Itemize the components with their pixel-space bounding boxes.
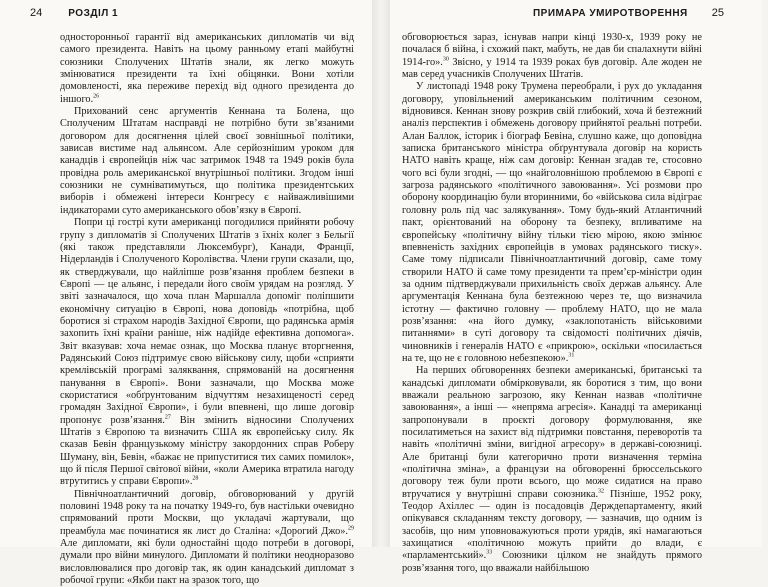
footnote-ref: 29: [348, 525, 354, 532]
footnote-ref: 31: [568, 352, 575, 359]
paragraph-text: Попри ці гострі кути американці погодилися прийняти робочу групу з дипломатів зі Сполучених Штатів з їхніх колег з Бельгії (які також представляли Люксембург), Канади, Франції, Нідерландів і Сполученого Королівства. Члени групи сказали, що, як стверджували, що найліпше розв’язання проблем безпеки в Європі — це альянс, і передали його своїм урядам на розгляд. У звіті зазначалося, що хоча план Маршалла допоміг поліпшити економічну ситуацію в Європі, нова доповідь «потрібна, щоб боротися зі страхом народів Західної Європи, що радянська армія захопить їхні країни раніше, ніж надійде ефективна допомога». Звіт вказував: хоча немає ознак, що Москва планує вторгнення, Радянський Союз підтримує свою військову силу, щоби «сприяти кремлівській програмі заляквання, спрямованій на досягнення панування в Європі». Вони зазначали, що Москва може скористатися «обґрунтованим відчуттям незахищеності серед громадян Західної Європи», і були впевнені, що лише договір пропонує розв’язання.: [60, 217, 354, 426]
paragraph: [402, 365, 702, 575]
page-number: 24: [30, 7, 43, 19]
paragraph: [60, 217, 354, 489]
footnote-ref: 27: [164, 414, 171, 421]
footnote-ref: 33: [486, 550, 493, 557]
paragraph-text: Звісно, у 1914 та 1939 роках був договір. Але жоден не мав серед учасників Сполучених Штатів.: [402, 56, 702, 81]
footnote-ref: 30: [442, 56, 449, 63]
paragraph: [402, 81, 702, 365]
paragraph: [60, 106, 354, 217]
running-head: ПРИМАРА УМИРОТВОРЕННЯ: [532, 7, 688, 19]
footnote-ref: 26: [93, 93, 100, 100]
right-page: [390, 0, 762, 574]
left-page: [0, 0, 372, 587]
paragraph-text: Але дипломати, які були одностайні щодо потреби в договорі, думали про війни минулого. Дипломати й політики неодноразово висловлювалися про договір так, як один канадський дипломат з робочої групи: «Якби пакт на зразок того, що: [60, 538, 354, 587]
paragraph-text: Союзники цілком не знайдуть прямого розв’язання того, що вважали найбільшою: [402, 550, 702, 574]
page-number: 25: [711, 7, 724, 19]
paragraph-text: На перших обговореннях безпеки американські, британські та канадські дипломати обмірковували, як боротися з тим, що вони вважали реальною загрозою, яку Кеннан назвав «політичне завоювання», а інші — «непряма агресія». Канадці та американці запропонували в проєкті договору формулювання, яке посилатиметься на захист від підтримки повстання, переворотів та навіть «політичні зміни, вигідної агресору» в державі-союзниці. Але британці були категорично проти визначення терміна «політична зміна», а французи на обговоренні брюссельського договору теж були проти всього, що може сидатися на право втручатися у внутрішні справи союзника.: [402, 365, 702, 500]
right-page-header: [402, 6, 724, 20]
paragraph-text: У листопаді 1948 року Трумена переобрали, і рух до укладання договору, уповільнений американським політичним сезоном, відновився. Кеннан знову розкрив свій глибокий, хоча й безтежний аналіз перспектив і обмежень договору прийнятої реальні потреби. Алан Баллок, історик і біограф Бевіна, слушно каже, що доповідна записка британського міністра обґрунтувала договір на користь НАТО навіть краще, ніж сам договір: Кеннан згадав те, стосовно чого всі були згодні, — що «найголовнішою проблемою в Європі є загроза радянського «політичного завоювання». Усі розмови про оборону координацію були вторинними, бо «військова сила відіграє головну роль під час залякування». Тому будь-який Атлантичний пакт, орієнтований на оборону та безпеку, впливатиме на європейську «політичну війну тільки тією мірою, якою змінює впевненість західних європейців в умовах радянського тиску». Саме тому підписали Північноатлантичний договір, саме тому створили НАТО й саме тому президенти та прем’єр-міністри один за одним підтверджували прихильність своїх держав альянсу. Але аргументація Кеннана була безтежною через те, що визначила істотну — фактично головну — проблему НАТО, що не мала розв’язання: «на його думку, «заклопотаність військовими питаннями» в суті договору та свідомості політичних діячів, чиновників і генералів НАТО є «прикрою», оскільки «посилається на те, що не є головною небезпекою».: [402, 81, 702, 364]
paragraph-text: Він змінить відносини Сполучених Штатів з Європою та визначить США як європейську силу. Як сказав Бевін французькому міністру закордонних справ Роберу Шуману, він, Бевін, «бажає не припуститися тих самих помилок», що й після Першої світової війни, «коли Америка втратила нагоду втрутитись у справи Європи».: [60, 414, 354, 488]
paragraph-text: односторонньої гарантії від американських дипломатів чи від самого президента. Навіть на цьому ранньому етапі майбутні союзники Сполучених Штатів знали, як легко можуть змінюватися президенти та їхні обіцянки. Вони хотіли домовленості, яка переживе перехід від одного президента до іншого.: [60, 32, 354, 105]
paragraph-text: Пізніше, 1952 року, Теодор Ахіллес — один із посадовців Держдепартаменту, який опікувався складанням тексту договору, — зазначив, що одним із засобів, що ним уповноважуються проти урядів, які намагаються захищатися «політичною можуть прийти до влади, є «парламентський».: [402, 488, 702, 562]
footnote-ref: 32: [598, 488, 605, 495]
left-page-header: [30, 6, 356, 20]
paragraph: [402, 32, 702, 81]
book-gutter: [372, 0, 390, 547]
left-page-body: [60, 32, 354, 587]
running-head: РОЗДІЛ 1: [68, 7, 119, 19]
right-page-body: [402, 32, 702, 575]
paragraph: [60, 32, 354, 106]
paragraph: [60, 489, 354, 587]
paragraph-text: обговорюється зараз, існував напри кінці 1930-х, 1939 року не почалася б війна, і схожий пакт, мабуть, не дав би спалахнути війні 1914-го».: [402, 32, 702, 68]
paragraph-text: Північноатлантичний договір, обговорюваний у другій половині 1948 року та на початку 1949-го, був настільки очевидно спрямований проти Москви, що укладачі жартували, що преамбула має починатися як лист до Сталіна: «Дорогий Джо».: [60, 488, 354, 537]
paragraph-text: Прихований сенс аргументів Кеннана та Болена, що Сполученим Штатам насправді не потрібно бути зв’язаними договором для досягнення цілей своєї зовнішньої політики, зависав вистиме над альянсом. Але серйознішим уроком для канадців і європейців ніж час затримок 1948 та 1949 років була провідна роль американської внутрішньої політики. Згодом інші союзники не сумніватимуться, що політика президентських виборів і обмежені інтереси Конгресу є найважливішими індикаторами суто американського обов’язку в Європі.: [60, 106, 354, 216]
footnote-ref: 28: [192, 475, 199, 482]
